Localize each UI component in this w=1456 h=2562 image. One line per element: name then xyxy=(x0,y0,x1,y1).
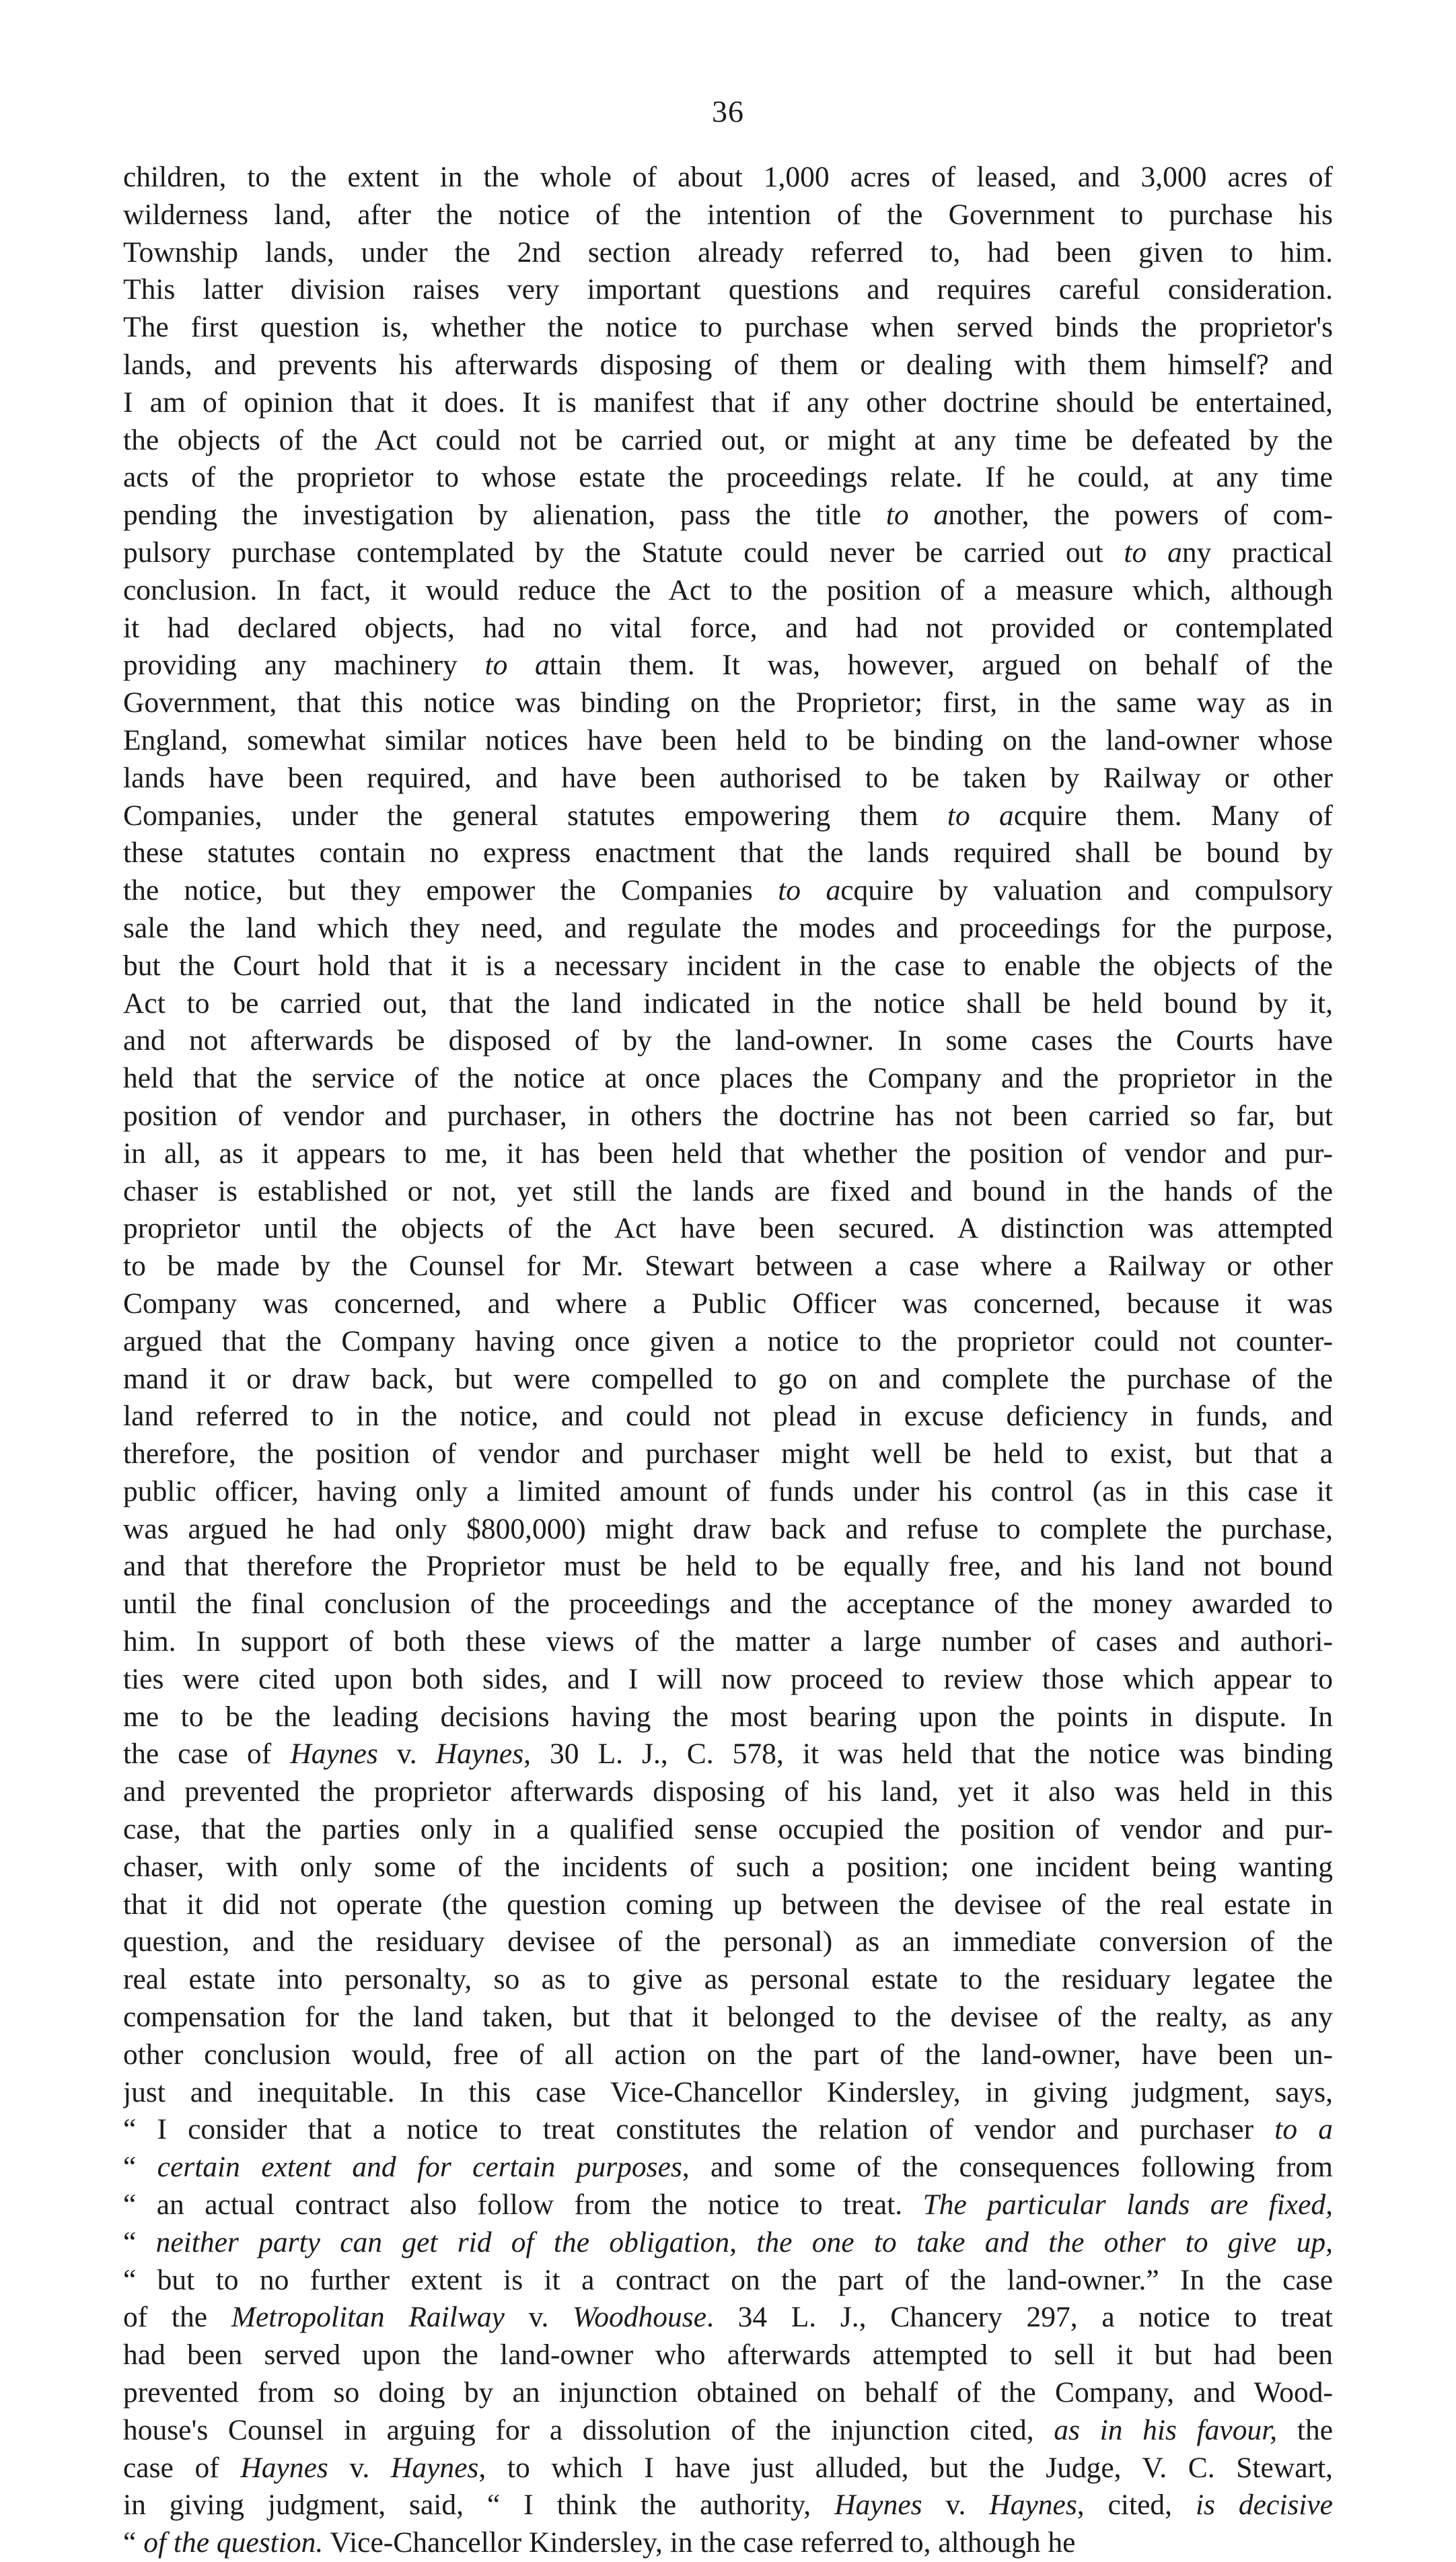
text-line: “ an actual contract also follow from the notice to treat. The particular lands are fixed, xyxy=(123,2189,1333,2221)
text-line: the objects of the Act could not be carried out, or might at any time be defeated by the xyxy=(123,423,1333,456)
text-line: England, somewhat similar notices have been held to be binding on the land-owner whose xyxy=(123,723,1333,756)
text-line: lands have been required, and have been authorised to be taken by Railway or other xyxy=(123,761,1333,794)
text-line: chaser, with only some of the incidents of such a position; one incident being wanting xyxy=(123,1850,1333,1883)
text-line: that it did not operate (the question coming up between the devisee of the real estate in xyxy=(123,1888,1333,1921)
text-line: the case of Haynes v. Haynes, 30 L. J., C. 578, it was held that the notice was binding xyxy=(123,1738,1333,1771)
text-line: public officer, having only a limited amount of funds under his control (as in this case it xyxy=(123,1474,1333,1507)
text-line: “ I consider that a notice to treat constitutes the relation of vendor and purchaser to a xyxy=(123,2113,1333,2146)
text-line: and prevented the proprietor afterwards disposing of his land, yet it also was held in this xyxy=(123,1775,1333,1808)
text-line: The first question is, whether the notice to purchase when served binds the proprietor's xyxy=(123,311,1333,344)
text-line: other conclusion would, free of all action on the part of the land-owner, have been un- xyxy=(123,2038,1333,2071)
text-line: pulsory purchase contemplated by the Statute could never be carried out to any practical xyxy=(123,536,1333,569)
text-line: “ but to no further extent is it a contract on the part of the land-owner.” In the case xyxy=(123,2263,1333,2296)
text-line: ties were cited upon both sides, and I will now proceed to review those which appear to xyxy=(123,1662,1333,1695)
text-line: wilderness land, after the notice of the intention of the Government to purchase his xyxy=(123,198,1333,231)
text-line: until the final conclusion of the proceedings and the acceptance of the money awarded to xyxy=(123,1588,1333,1621)
text-line: just and inequitable. In this case Vice-Chancellor Kindersley, in giving judgment, says, xyxy=(123,2075,1333,2108)
text-line: compensation for the land taken, but that it belonged to the devisee of the realty, as any xyxy=(123,2001,1333,2034)
text-line: it had declared objects, had no vital force, and had not provided or contemplated xyxy=(123,611,1333,644)
text-line: to be made by the Counsel for Mr. Stewart between a case where a Railway or other xyxy=(123,1250,1333,1283)
text-line: Township lands, under the 2nd section already referred to, had been given to him. xyxy=(123,236,1333,269)
text-line: chaser is established or not, yet still the lands are fixed and bound in the hands of the xyxy=(123,1174,1333,1207)
text-line: me to be the leading decisions having the most bearing upon the points in dispute. In xyxy=(123,1700,1333,1733)
text-line: position of vendor and purchaser, in others the doctrine has not been carried so far, but xyxy=(123,1099,1333,1132)
text-line: house's Counsel in arguing for a dissolution of the injunction cited, as in his favour, the xyxy=(123,2413,1333,2446)
text-line: children, to the extent in the whole of about 1,000 acres of leased, and 3,000 acres of xyxy=(123,161,1333,193)
text-line: acts of the proprietor to whose estate the proceedings relate. If he could, at any time xyxy=(123,461,1333,494)
text-line: providing any machinery to attain them. It was, however, argued on behalf of the xyxy=(123,649,1333,682)
text-line: land referred to in the notice, and could not plead in excuse deficiency in funds, and xyxy=(123,1400,1333,1433)
text-line: and not afterwards be disposed of by the land-owner. In some cases the Courts have xyxy=(123,1024,1333,1057)
text-line: proprietor until the objects of the Act have been secured. A distinction was attempted xyxy=(123,1212,1333,1245)
text-line: Act to be carried out, that the land indicated in the notice shall be held bound by it, xyxy=(123,987,1333,1020)
text-line: but the Court hold that it is a necessary incident in the case to enable the objects of the xyxy=(123,949,1333,982)
text-line: “ certain extent and for certain purposes, and some of the consequences following from xyxy=(123,2151,1333,2184)
text-line: case of Haynes v. Haynes, to which I have just alluded, but the Judge, V. C. Stewart, xyxy=(123,2451,1333,2484)
text-line: pending the investigation by alienation, pass the title to another, the powers of com- xyxy=(123,499,1333,532)
text-line: argued that the Company having once given a notice to the proprietor could not counter- xyxy=(123,1324,1333,1357)
text-line: sale the land which they need, and regulate the modes and proceedings for the purpose, xyxy=(123,911,1333,944)
text-line: case, that the parties only in a qualified sense occupied the position of vendor and pur- xyxy=(123,1813,1333,1846)
text-line: real estate into personalty, so as to give as personal estate to the residuary legatee the xyxy=(123,1963,1333,1996)
text-line: Companies, under the general statutes empowering them to acquire them. Many of xyxy=(123,799,1333,832)
text-line: “ neither party can get rid of the obligation, the one to take and the other to give up, xyxy=(123,2226,1333,2258)
text-line: question, and the residuary devisee of the personal) as an immediate conversion of the xyxy=(123,1925,1333,1958)
body-text xyxy=(123,159,1333,2562)
text-line: in all, as it appears to me, it has been held that whether the position of vendor and pur- xyxy=(123,1137,1333,1170)
text-line: Government, that this notice was binding on the Proprietor; first, in the same way as in xyxy=(123,686,1333,719)
text-line: This latter division raises very important questions and requires careful consideration. xyxy=(123,273,1333,306)
text-line: held that the service of the notice at once places the Company and the proprietor in the xyxy=(123,1062,1333,1095)
text-line: in giving judgment, said, “ I think the authority, Haynes v. Haynes, cited, is decisive xyxy=(123,2489,1333,2522)
text-line: conclusion. In fact, it would reduce the Act to the position of a measure which, although xyxy=(123,573,1333,606)
text-line: of the Metropolitan Railway v. Woodhouse. 34 L. J., Chancery 297, a notice to treat xyxy=(123,2301,1333,2334)
text-line: prevented from so doing by an injunction obtained on behalf of the Company, and Wood- xyxy=(123,2376,1333,2409)
text-line: I am of opinion that it does. It is manifest that if any other doctrine should be entertained, xyxy=(123,386,1333,419)
text-line: these statutes contain no express enactment that the lands required shall be bound by xyxy=(123,837,1333,869)
text-line: was argued he had only $800,000) might draw back and refuse to complete the purchase, xyxy=(123,1512,1333,1545)
text-line: and that therefore the Proprietor must be held to be equally free, and his land not bound xyxy=(123,1550,1333,1583)
text-line: therefore, the position of vendor and purchaser might well be held to exist, but that a xyxy=(123,1437,1333,1470)
page-number: 36 xyxy=(712,94,744,129)
text-line: Company was concerned, and where a Public Officer was concerned, because it was xyxy=(123,1287,1333,1320)
document-page xyxy=(123,94,1333,2562)
text-line: him. In support of both these views of the matter a large number of cases and authori- xyxy=(123,1625,1333,1658)
text-line: had been served upon the land-owner who afterwards attempted to sell it but had been xyxy=(123,2339,1333,2372)
text-line: the notice, but they empower the Companies to acquire by valuation and compulsory xyxy=(123,874,1333,907)
text-line: mand it or draw back, but were compelled to go on and complete the purchase of the xyxy=(123,1362,1333,1395)
text-line: “ of the question. Vice-Chancellor Kindersley, in the case referred to, although he xyxy=(123,2526,1076,2559)
text-line: lands, and prevents his afterwards disposing of them or dealing with them himself? and xyxy=(123,348,1333,381)
